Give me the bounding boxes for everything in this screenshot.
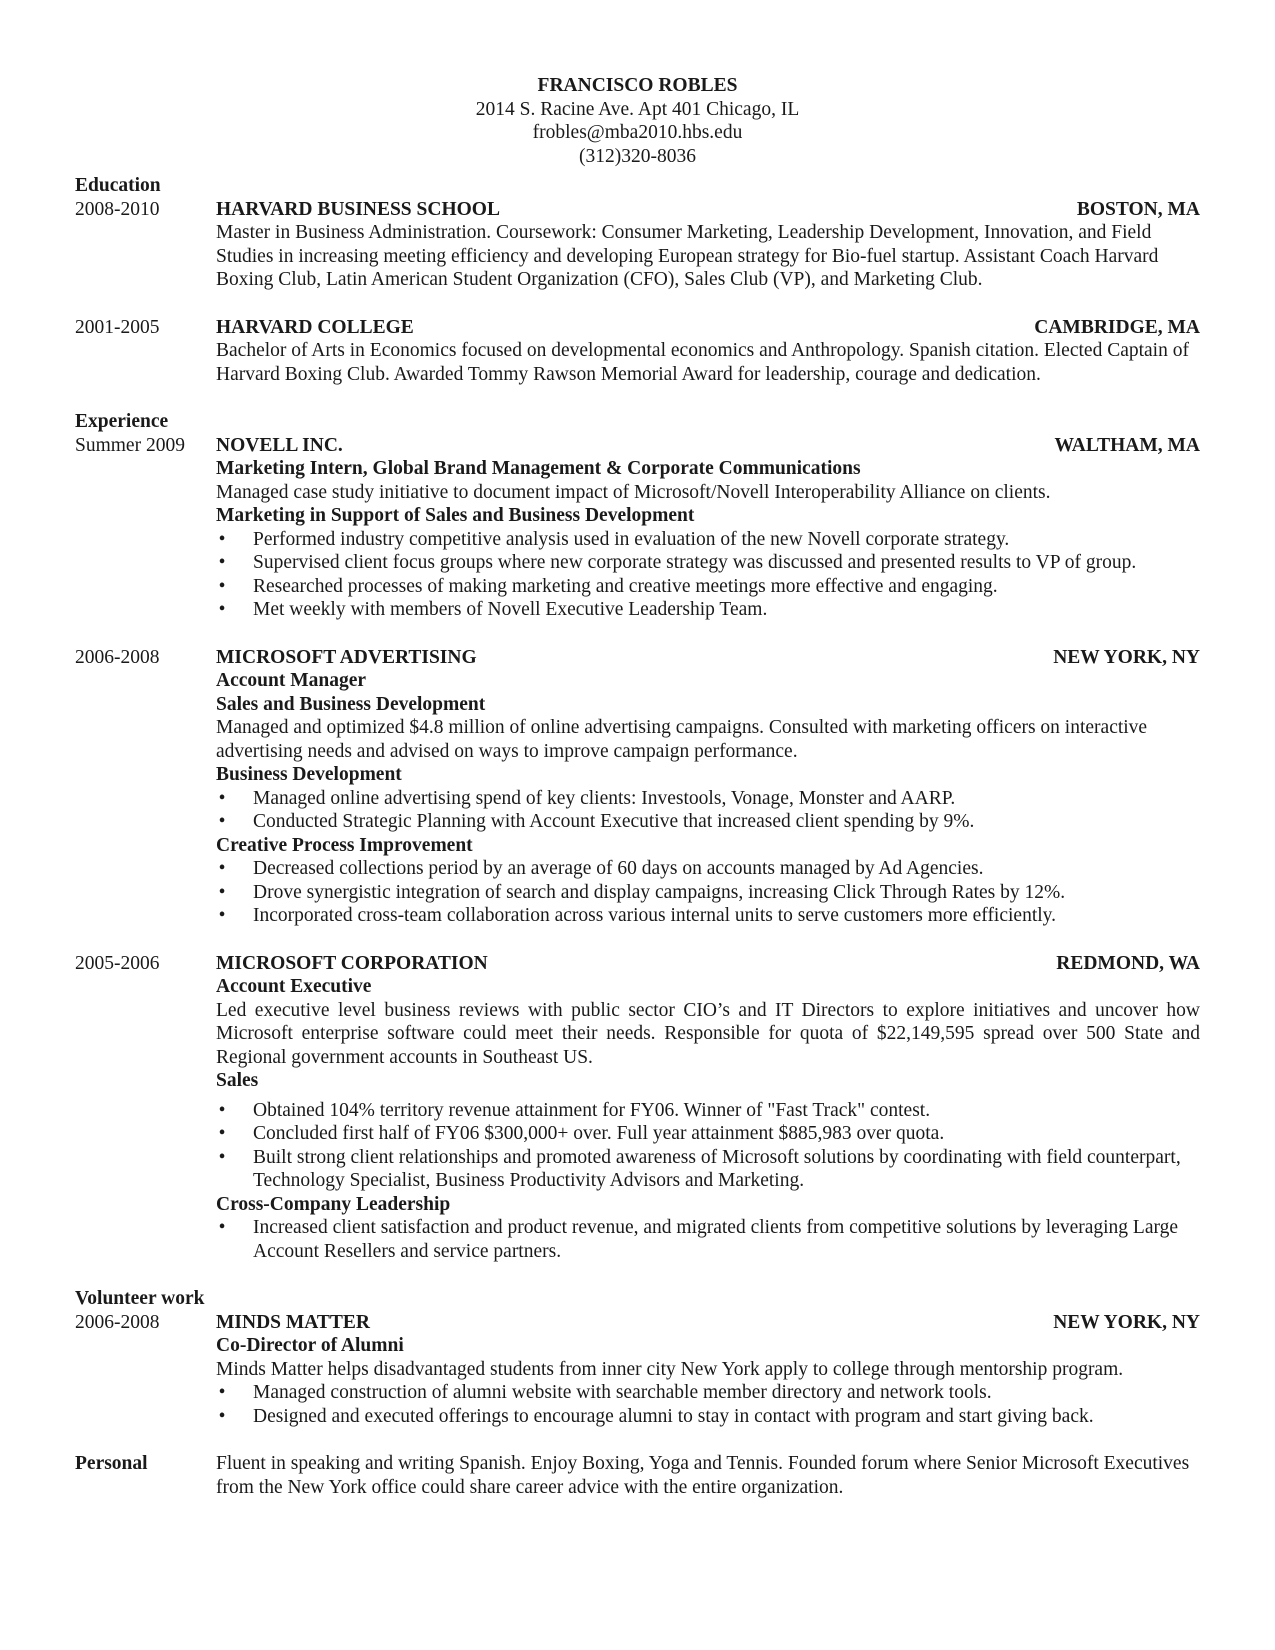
entry-dates: 2008-2010 (75, 198, 160, 220)
bullet-icon: • (218, 787, 226, 809)
bullet-icon: • (218, 575, 226, 597)
entry-role: Account Manager (216, 670, 367, 691)
list-item: • Designed and executed offerings to encourage alumni to stay in contact with program and start giving back. (216, 1405, 1200, 1429)
list-item: • Supervised client focus groups where new corporate strategy was discussed and presented results to VP of group. (216, 551, 1200, 575)
entry-subheading: Sales (216, 1070, 259, 1091)
bullet-icon: • (218, 905, 226, 926)
experience-entry-ms-corporation (75, 952, 1200, 1264)
resume-content (75, 174, 1200, 1499)
bullet-list (216, 787, 1200, 834)
bullet-list (216, 528, 1200, 622)
personal-description: Fluent in speaking and writing Spanish. Enjoy Boxing, Yoga and Tennis. Founded forum where Senior Microsoft Executives from the New York office could share career advice with the entire organization. (216, 1453, 1190, 1498)
entry-dates: 2001-2005 (75, 316, 160, 338)
entry-org: HARVARD BUSINESS SCHOOL (216, 198, 500, 220)
list-item: • Performed industry competitive analysis used in evaluation of the new Novell corporate strategy. (216, 528, 1200, 552)
list-item: • Drove synergistic integration of search and display campaigns, increasing Click Through Rates by 12%. (216, 881, 1200, 905)
candidate-name: FRANCISCO ROBLES (537, 75, 738, 96)
entry-org: MICROSOFT CORPORATION (216, 952, 488, 974)
entry-org: MINDS MATTER (216, 1311, 371, 1333)
experience-entry-novell (75, 434, 1200, 622)
list-item: • Obtained 104% territory revenue attainment for FY06. Winner of "Fast Track" contest. (216, 1099, 1200, 1123)
section-title-education: Education (75, 175, 161, 196)
entry-org: MICROSOFT ADVERTISING (216, 646, 477, 668)
entry-location: REDMOND, WA (1056, 952, 1200, 974)
list-item: • Met weekly with members of Novell Executive Leadership Team. (216, 598, 1200, 622)
bullet-list (216, 1216, 1200, 1263)
email: frobles@mba2010.hbs.edu (532, 122, 743, 143)
bullet-icon: • (218, 858, 226, 879)
list-item: • Concluded first half of FY06 $300,000+ over. Full year attainment $885,983 over quota. (216, 1122, 1200, 1146)
bullet-icon: • (218, 1217, 226, 1238)
entry-dates: 2005-2006 (75, 952, 160, 974)
bullet-icon: • (218, 811, 226, 832)
entry-org: HARVARD COLLEGE (216, 316, 414, 338)
list-item: • Incorporated cross-team collaboration across various internal units to serve customers more efficiently. (216, 904, 1200, 928)
bullet-list (216, 857, 1200, 928)
bullet-icon: • (218, 1146, 226, 1168)
entry-description: Bachelor of Arts in Economics focused on developmental economics and Anthropology. Spanish citation. Elected Captain of Harvard Boxing Club. Awarded Tommy Rawson Memorial Award for leadership, courage and dedication. (216, 340, 1189, 385)
education-entry-college (75, 316, 1200, 387)
entry-description: Led executive level business reviews with public sector CIO’s and IT Directors to explore initiatives and uncover how Microsoft enterprise software could meet their needs. Responsible for quota of $22,149,595 spread over 500 State and Regional government accounts in Southeast US. (216, 999, 1200, 1068)
bullet-list (216, 1381, 1200, 1428)
section-title-volunteer: Volunteer work (75, 1288, 205, 1309)
list-item: • Increased client satisfaction and product revenue, and migrated clients from competitive solutions by leveraging Large Account Resellers and service partners. (216, 1216, 1200, 1263)
entry-location: CAMBRIDGE, MA (1034, 316, 1200, 338)
list-item: • Researched processes of making marketing and creative meetings more effective and engaging. (216, 575, 1200, 599)
entry-role: Account Executive (216, 976, 372, 997)
entry-dates: 2006-2008 (75, 646, 160, 668)
entry-subheading: Business Development (216, 764, 402, 785)
entry-dates: Summer 2009 (75, 434, 185, 456)
list-item: • Built strong client relationships and promoted awareness of Microsoft solutions by coordinating with field counterpart, Technology Specialist, Business Productivity Advisors and Marketing. (216, 1146, 1200, 1193)
entry-location: NEW YORK, NY (1053, 646, 1200, 668)
section-title-personal: Personal (75, 1453, 148, 1474)
list-item: • Decreased collections period by an average of 60 days on accounts managed by Ad Agencies. (216, 857, 1200, 881)
list-item: • Conducted Strategic Planning with Account Executive that increased client spending by 9%. (216, 810, 1200, 834)
experience-entry-ms-advertising (75, 646, 1200, 928)
volunteer-entry-minds-matter (75, 1311, 1200, 1429)
entry-description: Managed and optimized $4.8 million of online advertising campaigns. Consulted with marketing officers on interactive advertising needs and advised on ways to improve campaign performance. (216, 717, 1148, 762)
entry-subheading: Marketing in Support of Sales and Business Development (216, 505, 695, 526)
education-entry-hbs (75, 198, 1200, 292)
entry-description: Minds Matter helps disadvantaged students from inner city New York apply to college through mentorship program. (216, 1358, 1124, 1380)
personal-entry (75, 1452, 1200, 1499)
bullet-icon: • (218, 528, 226, 550)
entry-subheading: Creative Process Improvement (216, 834, 473, 856)
entry-dates: 2006-2008 (75, 1311, 160, 1333)
entry-location: WALTHAM, MA (1054, 434, 1200, 456)
bullet-icon: • (218, 1382, 226, 1403)
bullet-list (216, 1099, 1200, 1193)
entry-location: NEW YORK, NY (1053, 1311, 1200, 1333)
resume-header (0, 74, 1275, 168)
entry-org: NOVELL INC. (216, 434, 343, 456)
section-title-experience: Experience (75, 411, 169, 432)
entry-description: Managed case study initiative to document impact of Microsoft/Novell Interoperability Alliance on clients. (216, 481, 1051, 503)
entry-subheading: Cross-Company Leadership (216, 1193, 451, 1215)
bullet-icon: • (218, 1099, 226, 1121)
entry-role: Marketing Intern, Global Brand Management & Corporate Communications (216, 458, 861, 479)
entry-subheading: Sales and Business Development (216, 693, 486, 715)
address: 2014 S. Racine Ave. Apt 401 Chicago, IL (475, 98, 800, 120)
bullet-icon: • (218, 1123, 226, 1144)
list-item: • Managed construction of alumni website with searchable member directory and network tools. (216, 1381, 1200, 1405)
phone: (312)320-8036 (579, 145, 696, 167)
entry-description: Master in Business Administration. Coursework: Consumer Marketing, Leadership Development, Innovation, and Field Studies in increasing meeting efficiency and developing European strategy for Bio-fuel startup. Assistant Coach Harvard Boxing Club, Latin American Student Organization (CFO), Sales Club (VP), and Marketing Club. (216, 222, 1159, 290)
bullet-icon: • (218, 881, 226, 903)
bullet-icon: • (218, 599, 226, 620)
bullet-icon: • (218, 1405, 226, 1427)
entry-location: BOSTON, MA (1076, 198, 1200, 220)
entry-role: Co-Director of Alumni (216, 1335, 404, 1356)
bullet-icon: • (218, 552, 226, 573)
list-item: • Managed online advertising spend of key clients: Investools, Vonage, Monster and AARP. (216, 787, 1200, 811)
